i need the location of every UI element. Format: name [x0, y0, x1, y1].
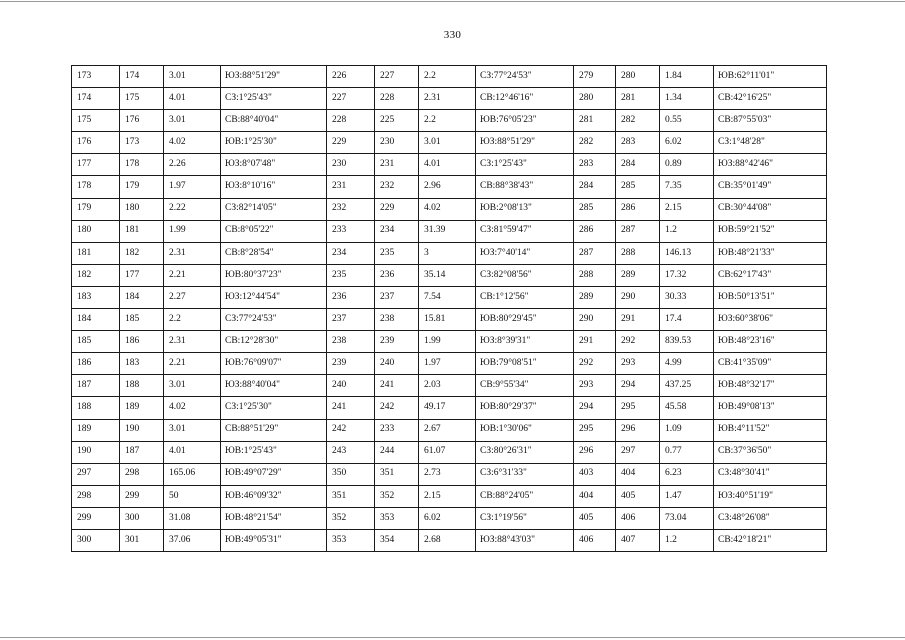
- cell-distance-block3: 1.84: [660, 66, 714, 88]
- cell-from-point-block3: 295: [574, 419, 616, 441]
- cell-distance-block3: 146.13: [660, 242, 714, 264]
- cell-distance-block2: 2.2: [419, 110, 476, 132]
- cell-from-point-block2: 234: [327, 242, 375, 264]
- cell-distance-block2: 2.68: [419, 529, 476, 551]
- cell-distance-block2: 3.01: [419, 132, 476, 154]
- cell-bearing-block3: СВ:41°35'09": [714, 353, 827, 375]
- table-row: [72, 485, 827, 507]
- cell-distance-block3: 1.47: [660, 485, 714, 507]
- cell-to-point-block2: 227: [375, 66, 419, 88]
- cell-distance-block3: 839.53: [660, 331, 714, 353]
- cell-distance-block2: 2.15: [419, 485, 476, 507]
- table-row: [72, 463, 827, 485]
- cell-distance-block3: 6.02: [660, 132, 714, 154]
- cell-to-point-block3: 284: [616, 154, 660, 176]
- cell-bearing-block1: ЮВ:76°09'07": [221, 353, 327, 375]
- cell-bearing-block3: ЮВ:48°21'33": [714, 242, 827, 264]
- cell-distance-block1: 2.21: [164, 353, 221, 375]
- cell-distance-block1: 4.02: [164, 397, 221, 419]
- cell-distance-block1: 4.02: [164, 132, 221, 154]
- cell-from-point-block3: 403: [574, 463, 616, 485]
- cell-to-point-block3: 406: [616, 507, 660, 529]
- cell-to-point-block2: 354: [375, 529, 419, 551]
- cell-to-point-block2: 228: [375, 88, 419, 110]
- cell-bearing-block3: СВ:87°55'03": [714, 110, 827, 132]
- cell-bearing-block1: ЮВ:1°25'30": [221, 132, 327, 154]
- cell-distance-block1: 2.31: [164, 242, 221, 264]
- cell-bearing-block3: ЮЗ:40°51'19": [714, 485, 827, 507]
- cell-to-point-block1: 179: [120, 176, 164, 198]
- cell-from-point-block1: 187: [72, 375, 120, 397]
- cell-to-point-block3: 281: [616, 88, 660, 110]
- cell-distance-block1: 165.06: [164, 463, 221, 485]
- cell-from-point-block1: 173: [72, 66, 120, 88]
- cell-bearing-block3: СВ:62°17'43": [714, 264, 827, 286]
- cell-distance-block2: 2.96: [419, 176, 476, 198]
- cell-to-point-block3: 404: [616, 463, 660, 485]
- cell-distance-block3: 0.89: [660, 154, 714, 176]
- cell-bearing-block1: ЮВ:49°05'31": [221, 529, 327, 551]
- cell-from-point-block2: 350: [327, 463, 375, 485]
- cell-distance-block2: 35.14: [419, 264, 476, 286]
- cell-bearing-block3: СЗ:1°48'28": [714, 132, 827, 154]
- cell-to-point-block3: 405: [616, 485, 660, 507]
- cell-bearing-block2: СЗ:82°08'56": [476, 264, 574, 286]
- cell-from-point-block3: 281: [574, 110, 616, 132]
- boundary-points-table: [71, 65, 827, 552]
- cell-from-point-block2: 238: [327, 331, 375, 353]
- cell-to-point-block1: 190: [120, 419, 164, 441]
- cell-bearing-block2: ЮЗ:88°43'03": [476, 529, 574, 551]
- table-row: [72, 529, 827, 551]
- cell-to-point-block1: 173: [120, 132, 164, 154]
- cell-bearing-block1: ЮЗ:88°40'04": [221, 375, 327, 397]
- cell-bearing-block2: ЮВ:80°29'37": [476, 397, 574, 419]
- cell-to-point-block3: 292: [616, 331, 660, 353]
- table-row: [72, 397, 827, 419]
- cell-from-point-block3: 294: [574, 397, 616, 419]
- cell-from-point-block1: 176: [72, 132, 120, 154]
- cell-distance-block1: 2.22: [164, 198, 221, 220]
- cell-to-point-block2: 242: [375, 397, 419, 419]
- cell-distance-block3: 1.2: [660, 220, 714, 242]
- cell-from-point-block2: 233: [327, 220, 375, 242]
- cell-distance-block1: 1.99: [164, 220, 221, 242]
- cell-bearing-block3: ЮВ:48°23'16": [714, 331, 827, 353]
- cell-to-point-block1: 177: [120, 264, 164, 286]
- cell-from-point-block3: 406: [574, 529, 616, 551]
- cell-distance-block3: 1.2: [660, 529, 714, 551]
- cell-to-point-block2: 241: [375, 375, 419, 397]
- cell-distance-block1: 2.27: [164, 286, 221, 308]
- cell-distance-block3: 73.04: [660, 507, 714, 529]
- cell-bearing-block1: СЗ:1°25'43": [221, 88, 327, 110]
- cell-from-point-block1: 175: [72, 110, 120, 132]
- cell-to-point-block3: 407: [616, 529, 660, 551]
- table-row: [72, 309, 827, 331]
- cell-bearing-block1: ЮВ:49°07'29": [221, 463, 327, 485]
- cell-from-point-block1: 300: [72, 529, 120, 551]
- cell-bearing-block2: СЗ:6°31'33": [476, 463, 574, 485]
- cell-distance-block2: 1.99: [419, 331, 476, 353]
- cell-from-point-block3: 286: [574, 220, 616, 242]
- cell-bearing-block2: ЮЗ:8°39'31": [476, 331, 574, 353]
- cell-to-point-block2: 353: [375, 507, 419, 529]
- cell-bearing-block2: СЗ:1°19'56": [476, 507, 574, 529]
- cell-bearing-block1: ЮЗ:8°10'16": [221, 176, 327, 198]
- cell-from-point-block2: 237: [327, 309, 375, 331]
- cell-to-point-block3: 280: [616, 66, 660, 88]
- cell-bearing-block1: СВ:8°28'54": [221, 242, 327, 264]
- cell-from-point-block3: 282: [574, 132, 616, 154]
- cell-from-point-block1: 182: [72, 264, 120, 286]
- cell-to-point-block2: 232: [375, 176, 419, 198]
- cell-from-point-block1: 190: [72, 441, 120, 463]
- cell-bearing-block3: СВ:37°36'50": [714, 441, 827, 463]
- table-row: [72, 66, 827, 88]
- cell-distance-block1: 4.01: [164, 441, 221, 463]
- table-row: [72, 242, 827, 264]
- cell-from-point-block2: 243: [327, 441, 375, 463]
- cell-from-point-block3: 288: [574, 264, 616, 286]
- cell-from-point-block1: 180: [72, 220, 120, 242]
- cell-to-point-block3: 297: [616, 441, 660, 463]
- cell-to-point-block2: 225: [375, 110, 419, 132]
- cell-from-point-block1: 185: [72, 331, 120, 353]
- cell-from-point-block2: 351: [327, 485, 375, 507]
- cell-to-point-block1: 189: [120, 397, 164, 419]
- cell-distance-block2: 3: [419, 242, 476, 264]
- cell-bearing-block3: СВ:30°44'08": [714, 198, 827, 220]
- cell-bearing-block1: СЗ:82°14'05": [221, 198, 327, 220]
- cell-to-point-block2: 229: [375, 198, 419, 220]
- cell-bearing-block2: СЗ:80°26'31": [476, 441, 574, 463]
- cell-distance-block3: 4.99: [660, 353, 714, 375]
- cell-bearing-block3: СВ:35°01'49": [714, 176, 827, 198]
- cell-bearing-block1: СЗ:77°24'53": [221, 309, 327, 331]
- cell-to-point-block3: 290: [616, 286, 660, 308]
- cell-from-point-block3: 287: [574, 242, 616, 264]
- cell-distance-block2: 49.17: [419, 397, 476, 419]
- cell-to-point-block1: 187: [120, 441, 164, 463]
- cell-bearing-block2: ЮВ:2°08'13": [476, 198, 574, 220]
- table-row: [72, 110, 827, 132]
- cell-distance-block1: 3.01: [164, 419, 221, 441]
- cell-to-point-block3: 286: [616, 198, 660, 220]
- table-row: [72, 88, 827, 110]
- cell-to-point-block1: 174: [120, 66, 164, 88]
- cell-bearing-block2: СВ:88°24'05": [476, 485, 574, 507]
- cell-to-point-block3: 295: [616, 397, 660, 419]
- bottom-scan-edge: [0, 637, 905, 638]
- cell-to-point-block2: 351: [375, 463, 419, 485]
- cell-from-point-block2: 352: [327, 507, 375, 529]
- cell-from-point-block1: 186: [72, 353, 120, 375]
- cell-bearing-block2: СЗ:77°24'53": [476, 66, 574, 88]
- cell-distance-block2: 6.02: [419, 507, 476, 529]
- cell-bearing-block2: ЮВ:79°08'51": [476, 353, 574, 375]
- cell-distance-block3: 6.23: [660, 463, 714, 485]
- cell-to-point-block3: 287: [616, 220, 660, 242]
- table-row: [72, 419, 827, 441]
- cell-to-point-block2: 244: [375, 441, 419, 463]
- cell-from-point-block1: 174: [72, 88, 120, 110]
- cell-to-point-block2: 231: [375, 154, 419, 176]
- cell-bearing-block1: СВ:8°05'22": [221, 220, 327, 242]
- cell-to-point-block2: 233: [375, 419, 419, 441]
- cell-to-point-block1: 176: [120, 110, 164, 132]
- cell-distance-block1: 31.08: [164, 507, 221, 529]
- cell-from-point-block3: 404: [574, 485, 616, 507]
- cell-bearing-block2: СВ:1°12'56": [476, 286, 574, 308]
- cell-distance-block2: 2.67: [419, 419, 476, 441]
- cell-bearing-block1: ЮВ:80°37'23": [221, 264, 327, 286]
- cell-distance-block2: 2.73: [419, 463, 476, 485]
- table-row: [72, 331, 827, 353]
- cell-distance-block1: 3.01: [164, 375, 221, 397]
- cell-distance-block3: 2.15: [660, 198, 714, 220]
- cell-distance-block3: 1.09: [660, 419, 714, 441]
- table-row: [72, 198, 827, 220]
- cell-bearing-block1: ЮВ:1°25'43": [221, 441, 327, 463]
- cell-bearing-block1: СВ:88°51'29": [221, 419, 327, 441]
- cell-bearing-block1: СВ:88°40'04": [221, 110, 327, 132]
- cell-from-point-block1: 188: [72, 397, 120, 419]
- cell-from-point-block2: 241: [327, 397, 375, 419]
- cell-bearing-block1: ЮЗ:8°07'48": [221, 154, 327, 176]
- cell-distance-block3: 1.34: [660, 88, 714, 110]
- cell-bearing-block3: ЮВ:62°11'01": [714, 66, 827, 88]
- cell-from-point-block3: 290: [574, 309, 616, 331]
- cell-bearing-block1: ЮВ:46°09'32": [221, 485, 327, 507]
- cell-from-point-block3: 405: [574, 507, 616, 529]
- cell-to-point-block3: 291: [616, 309, 660, 331]
- cell-to-point-block2: 234: [375, 220, 419, 242]
- cell-distance-block2: 7.54: [419, 286, 476, 308]
- table-row: [72, 353, 827, 375]
- cell-to-point-block1: 298: [120, 463, 164, 485]
- cell-to-point-block2: 230: [375, 132, 419, 154]
- cell-distance-block1: 1.97: [164, 176, 221, 198]
- cell-from-point-block1: 183: [72, 286, 120, 308]
- table-body: [72, 66, 827, 552]
- cell-distance-block3: 45.58: [660, 397, 714, 419]
- cell-from-point-block3: 293: [574, 375, 616, 397]
- cell-bearing-block2: СЗ:81°59'47": [476, 220, 574, 242]
- cell-from-point-block2: 242: [327, 419, 375, 441]
- cell-bearing-block3: СВ:42°18'21": [714, 529, 827, 551]
- cell-from-point-block3: 296: [574, 441, 616, 463]
- cell-bearing-block2: ЮВ:1°30'06": [476, 419, 574, 441]
- table-row: [72, 132, 827, 154]
- cell-to-point-block1: 183: [120, 353, 164, 375]
- cell-to-point-block3: 296: [616, 419, 660, 441]
- cell-from-point-block3: 283: [574, 154, 616, 176]
- cell-to-point-block2: 237: [375, 286, 419, 308]
- cell-distance-block1: 2.21: [164, 264, 221, 286]
- cell-to-point-block1: 299: [120, 485, 164, 507]
- cell-from-point-block3: 285: [574, 198, 616, 220]
- cell-to-point-block1: 184: [120, 286, 164, 308]
- cell-distance-block1: 50: [164, 485, 221, 507]
- cell-from-point-block1: 177: [72, 154, 120, 176]
- cell-distance-block3: 17.4: [660, 309, 714, 331]
- cell-bearing-block2: СВ:12°46'16": [476, 88, 574, 110]
- cell-bearing-block3: ЮВ:50°13'51": [714, 286, 827, 308]
- cell-bearing-block2: ЮЗ:7°40'14": [476, 242, 574, 264]
- cell-distance-block3: 0.77: [660, 441, 714, 463]
- table-row: [72, 441, 827, 463]
- cell-from-point-block1: 299: [72, 507, 120, 529]
- cell-bearing-block2: СВ:9°55'34": [476, 375, 574, 397]
- page-number: 330: [443, 29, 462, 41]
- cell-to-point-block1: 185: [120, 309, 164, 331]
- cell-distance-block2: 2.03: [419, 375, 476, 397]
- cell-distance-block3: 30.33: [660, 286, 714, 308]
- cell-from-point-block2: 229: [327, 132, 375, 154]
- cell-to-point-block1: 301: [120, 529, 164, 551]
- cell-from-point-block3: 291: [574, 331, 616, 353]
- top-scan-edge: [0, 1, 905, 2]
- cell-distance-block3: 17.32: [660, 264, 714, 286]
- table-row: [72, 375, 827, 397]
- cell-to-point-block3: 289: [616, 264, 660, 286]
- cell-bearing-block3: ЮВ:49°08'13": [714, 397, 827, 419]
- cell-from-point-block2: 231: [327, 176, 375, 198]
- cell-bearing-block3: СЗ:48°30'41": [714, 463, 827, 485]
- cell-from-point-block1: 184: [72, 309, 120, 331]
- cell-to-point-block1: 178: [120, 154, 164, 176]
- cell-distance-block3: 0.55: [660, 110, 714, 132]
- cell-to-point-block1: 181: [120, 220, 164, 242]
- cell-to-point-block3: 285: [616, 176, 660, 198]
- table-row: [72, 176, 827, 198]
- cell-bearing-block1: ЮЗ:12°44'54": [221, 286, 327, 308]
- table-row: [72, 154, 827, 176]
- cell-from-point-block3: 289: [574, 286, 616, 308]
- cell-from-point-block2: 239: [327, 353, 375, 375]
- cell-from-point-block2: 353: [327, 529, 375, 551]
- cell-from-point-block2: 227: [327, 88, 375, 110]
- cell-distance-block2: 15.81: [419, 309, 476, 331]
- cell-bearing-block3: СЗ:48°26'08": [714, 507, 827, 529]
- cell-bearing-block1: ЮВ:48°21'54": [221, 507, 327, 529]
- cell-from-point-block1: 297: [72, 463, 120, 485]
- cell-from-point-block2: 232: [327, 198, 375, 220]
- cell-bearing-block2: СЗ:1°25'43": [476, 154, 574, 176]
- cell-distance-block3: 437.25: [660, 375, 714, 397]
- cell-from-point-block3: 279: [574, 66, 616, 88]
- cell-bearing-block1: СВ:12°28'30": [221, 331, 327, 353]
- cell-from-point-block1: 181: [72, 242, 120, 264]
- cell-to-point-block1: 182: [120, 242, 164, 264]
- cell-distance-block3: 7.35: [660, 176, 714, 198]
- cell-bearing-block2: ЮЗ:88°51'29": [476, 132, 574, 154]
- cell-from-point-block1: 178: [72, 176, 120, 198]
- cell-bearing-block3: ЮВ:59°21'52": [714, 220, 827, 242]
- cell-to-point-block3: 282: [616, 110, 660, 132]
- cell-from-point-block1: 298: [72, 485, 120, 507]
- cell-from-point-block1: 179: [72, 198, 120, 220]
- cell-from-point-block3: 280: [574, 88, 616, 110]
- cell-distance-block2: 2.2: [419, 66, 476, 88]
- cell-from-point-block2: 230: [327, 154, 375, 176]
- cell-distance-block1: 3.01: [164, 110, 221, 132]
- cell-to-point-block1: 188: [120, 375, 164, 397]
- cell-distance-block1: 3.01: [164, 66, 221, 88]
- table-row: [72, 264, 827, 286]
- cell-to-point-block3: 293: [616, 353, 660, 375]
- cell-distance-block1: 4.01: [164, 88, 221, 110]
- cell-bearing-block2: ЮВ:80°29'45": [476, 309, 574, 331]
- cell-to-point-block2: 236: [375, 264, 419, 286]
- cell-to-point-block3: 288: [616, 242, 660, 264]
- cell-distance-block2: 31.39: [419, 220, 476, 242]
- cell-bearing-block2: СВ:88°38'43": [476, 176, 574, 198]
- cell-bearing-block3: ЮВ:48°32'17": [714, 375, 827, 397]
- cell-to-point-block3: 294: [616, 375, 660, 397]
- cell-distance-block1: 2.31: [164, 331, 221, 353]
- table-row: [72, 507, 827, 529]
- cell-distance-block2: 1.97: [419, 353, 476, 375]
- cell-from-point-block2: 228: [327, 110, 375, 132]
- cell-from-point-block2: 240: [327, 375, 375, 397]
- cell-to-point-block2: 240: [375, 353, 419, 375]
- cell-bearing-block3: ЮЗ:60°38'06": [714, 309, 827, 331]
- cell-from-point-block2: 226: [327, 66, 375, 88]
- cell-distance-block2: 4.01: [419, 154, 476, 176]
- cell-distance-block2: 4.02: [419, 198, 476, 220]
- cell-from-point-block1: 189: [72, 419, 120, 441]
- cell-bearing-block3: СВ:42°16'25": [714, 88, 827, 110]
- cell-to-point-block2: 239: [375, 331, 419, 353]
- cell-bearing-block2: ЮВ:76°05'23": [476, 110, 574, 132]
- cell-from-point-block3: 292: [574, 353, 616, 375]
- cell-from-point-block2: 235: [327, 264, 375, 286]
- cell-to-point-block1: 180: [120, 198, 164, 220]
- cell-distance-block1: 2.26: [164, 154, 221, 176]
- cell-to-point-block1: 175: [120, 88, 164, 110]
- cell-distance-block1: 2.2: [164, 309, 221, 331]
- cell-distance-block2: 61.07: [419, 441, 476, 463]
- cell-to-point-block1: 186: [120, 331, 164, 353]
- cell-bearing-block1: ЮЗ:88°51'29": [221, 66, 327, 88]
- table-row: [72, 220, 827, 242]
- cell-to-point-block2: 238: [375, 309, 419, 331]
- cell-distance-block1: 37.06: [164, 529, 221, 551]
- cell-from-point-block2: 236: [327, 286, 375, 308]
- cell-bearing-block1: СЗ:1°25'30": [221, 397, 327, 419]
- cell-to-point-block1: 300: [120, 507, 164, 529]
- cell-to-point-block2: 235: [375, 242, 419, 264]
- cell-bearing-block3: ЮВ:4°11'52": [714, 419, 827, 441]
- cell-distance-block2: 2.31: [419, 88, 476, 110]
- cell-to-point-block3: 283: [616, 132, 660, 154]
- cell-bearing-block3: ЮЗ:88°42'46": [714, 154, 827, 176]
- cell-from-point-block3: 284: [574, 176, 616, 198]
- cell-to-point-block2: 352: [375, 485, 419, 507]
- table-row: [72, 286, 827, 308]
